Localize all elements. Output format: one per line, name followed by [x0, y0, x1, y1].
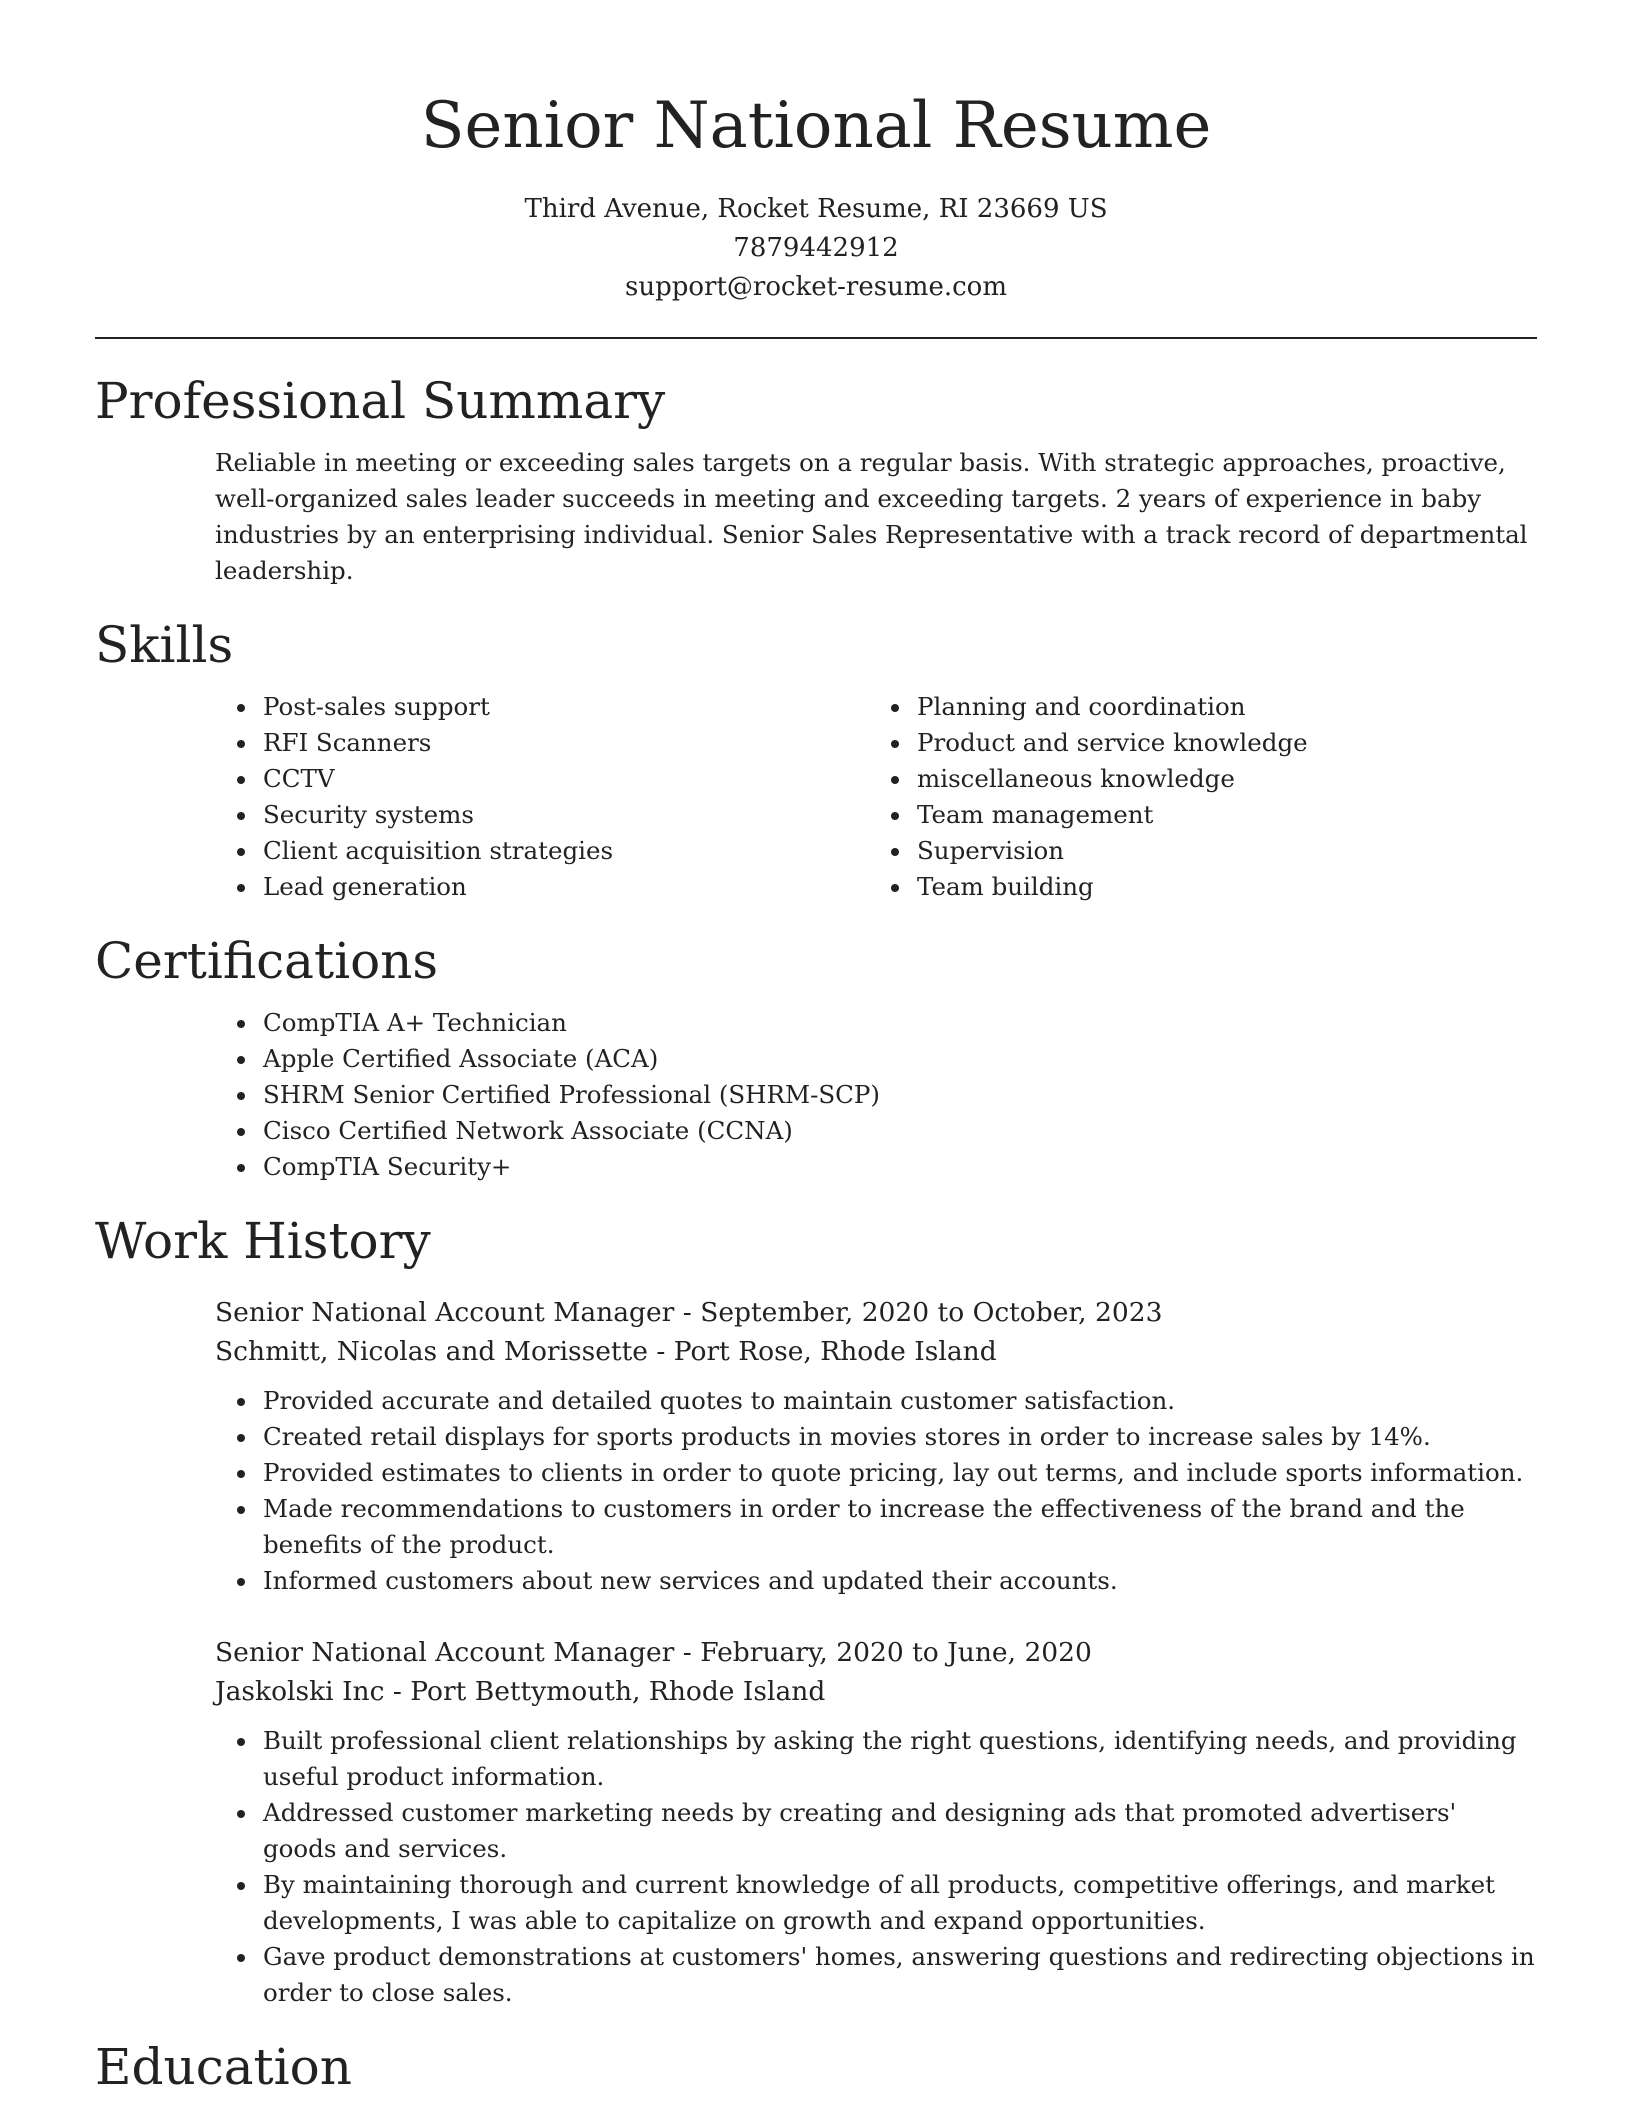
work-history-section — [95, 1211, 1537, 2011]
job-location: Port Bettymouth, Rhode Island — [410, 1676, 826, 1707]
education-heading: Education — [95, 2038, 352, 2096]
skill-item: • miscellaneous knowledge — [913, 761, 1537, 797]
skill-item: • Planning and coordination — [913, 689, 1537, 725]
job-title-line — [215, 1293, 1537, 1332]
work-history-heading: Work History — [95, 1212, 431, 1270]
job-dates: February, 2020 to June, 2020 — [700, 1637, 1092, 1668]
resume-page — [95, 0, 1537, 2097]
education-section — [95, 2037, 1537, 2097]
job-separator: - — [682, 1637, 701, 1668]
job-company-line — [215, 1332, 1537, 1371]
skills-list-left — [95, 689, 883, 905]
job-title: Senior National Account Manager — [215, 1297, 675, 1328]
job-bullet: • Provided accurate and detailed quotes to maintain customer satisfaction. — [259, 1383, 1537, 1419]
job-bullet: • Made recommendations to customers in order to increase the effectiveness of the brand and the benefits of the product. — [259, 1491, 1537, 1563]
certification-item: • SHRM Senior Certified Professional (SHRM-SCP) — [259, 1077, 1537, 1113]
job-dates: September, 2020 to October, 2023 — [700, 1297, 1163, 1328]
job-bullet: • Provided estimates to clients in order to quote pricing, lay out terms, and include sports information. — [259, 1455, 1537, 1491]
skills-list-right — [883, 689, 1537, 905]
job-separator: - — [682, 1297, 701, 1328]
certification-item: • Cisco Certified Network Associate (CCNA) — [259, 1113, 1537, 1149]
skill-item: • Client acquisition strategies — [259, 833, 883, 869]
contact-email: support@rocket-resume.com — [624, 272, 1007, 302]
skill-item: • Product and service knowledge — [913, 725, 1537, 761]
job-bullet: • Addressed customer marketing needs by creating and designing ads that promoted advertisers' goods and services. — [259, 1795, 1537, 1867]
job-bullet: • Informed customers about new services and updated their accounts. — [259, 1563, 1537, 1599]
skills-columns — [95, 689, 1537, 905]
summary-text: Reliable in meeting or exceeding sales targets on a regular basis. With strategic approaches, proactive, well-organized sales leader succeeds in meeting and exceeding targets. 2 years of experience in baby industries by an enterprising individual. Senior Sales Representative with a track record of departmental leadership. — [215, 448, 1528, 585]
summary-section — [95, 371, 1537, 589]
job-entry — [95, 1293, 1537, 1599]
header-divider — [95, 337, 1537, 339]
job-bullet: • By maintaining thorough and current knowledge of all products, competitive offerings, and market developments, I was able to capitalize on growth and expand opportunities. — [259, 1867, 1537, 1939]
contact-address: Third Avenue, Rocket Resume, RI 23669 US — [524, 194, 1108, 224]
job-title-line — [215, 1633, 1537, 1672]
skill-item: • Security systems — [259, 797, 883, 833]
certification-item: • CompTIA Security+ — [259, 1149, 1537, 1185]
skill-item: • Lead generation — [259, 869, 883, 905]
certification-item: • CompTIA A+ Technician — [259, 1005, 1537, 1041]
skill-item: • Team building — [913, 869, 1537, 905]
certifications-section — [95, 931, 1537, 1185]
job-bullet: • Created retail displays for sports products in movies stores in order to increase sales by 14%. — [259, 1419, 1537, 1455]
job-bullet: • Gave product demonstrations at customers' homes, answering questions and redirecting objections in order to close sales. — [259, 1939, 1537, 2011]
job-company-line — [215, 1672, 1537, 1711]
job-location: Port Rose, Rhode Island — [673, 1336, 997, 1367]
job-company: Schmitt, Nicolas and Morissette — [215, 1336, 648, 1367]
contact-phone: 7879442912 — [733, 233, 899, 263]
skill-item: • Supervision — [913, 833, 1537, 869]
resume-name: Senior National Resume — [420, 89, 1212, 163]
skill-item: • RFI Scanners — [259, 725, 883, 761]
skills-heading: Skills — [95, 616, 234, 674]
contact-block — [95, 190, 1537, 307]
job-separator: - — [656, 1336, 674, 1367]
job-title: Senior National Account Manager — [215, 1637, 675, 1668]
job-bullets — [95, 1383, 1537, 1599]
job-bullets — [95, 1723, 1537, 2011]
skill-item: • Team management — [913, 797, 1537, 833]
job-separator: - — [392, 1676, 411, 1707]
job-entry — [95, 1633, 1537, 2011]
skills-section — [95, 615, 1537, 905]
job-company: Jaskolski Inc — [215, 1676, 385, 1707]
summary-heading: Professional Summary — [95, 372, 666, 430]
certifications-list — [95, 1005, 1537, 1185]
skill-item: • CCTV — [259, 761, 883, 797]
job-bullet: • Built professional client relationships by asking the right questions, identifying needs, and providing useful product information. — [259, 1723, 1537, 1795]
skill-item: • Post-sales support — [259, 689, 883, 725]
certification-item: • Apple Certified Associate (ACA) — [259, 1041, 1537, 1077]
certifications-heading: Certifications — [95, 932, 439, 990]
